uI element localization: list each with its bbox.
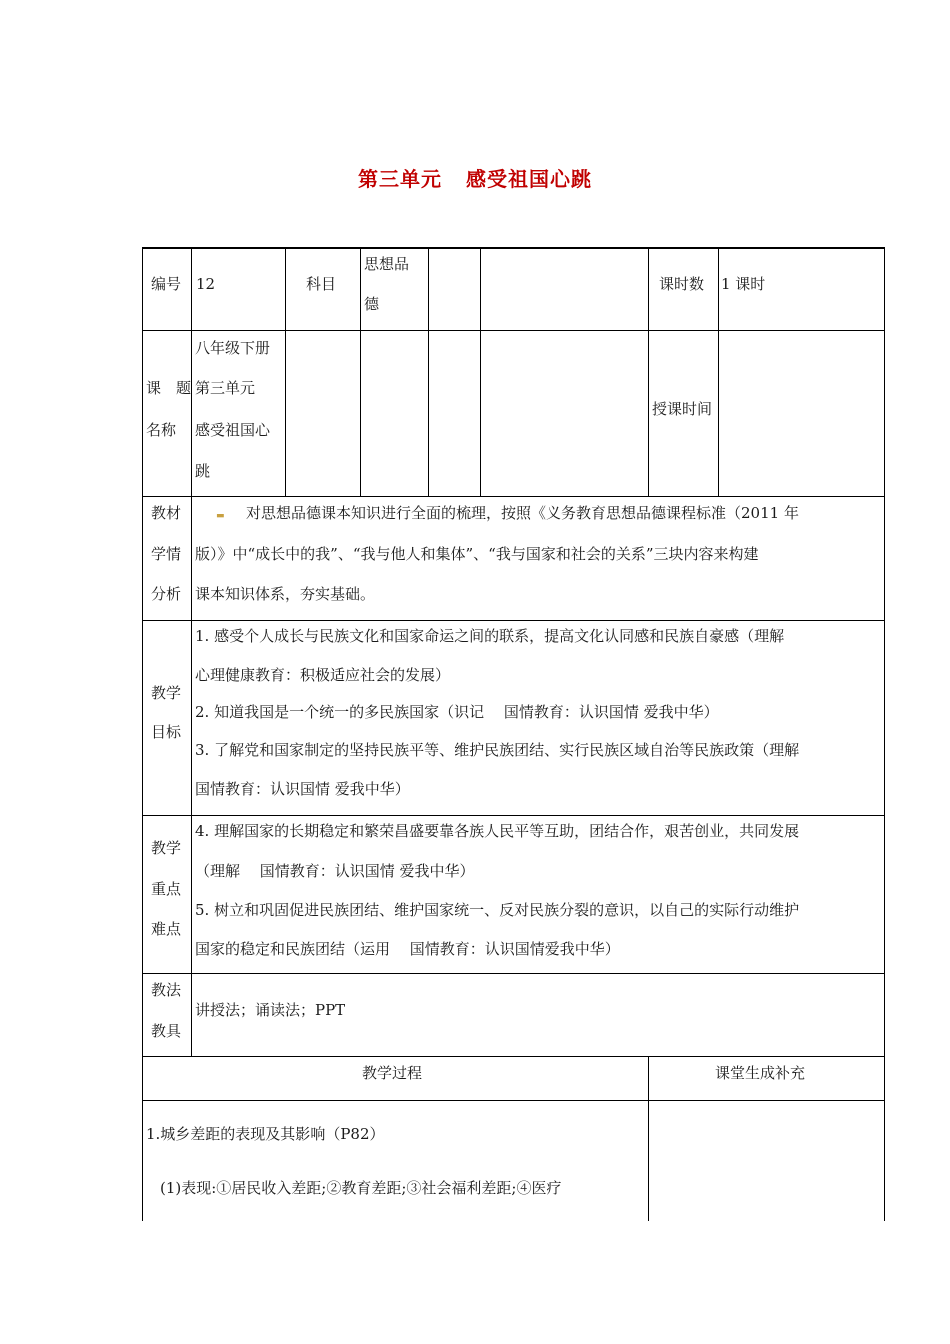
col-divider [360,247,361,497]
key-points-label: 难点 [151,920,182,938]
topic-line: 八年级下册 [195,339,271,357]
col-divider [191,620,192,974]
key-points-label: 教学 [151,839,182,857]
row-divider [142,496,885,497]
row-divider [142,330,885,331]
bullet-marker: ▬ [216,511,225,521]
hours-label: 课时数 [659,275,705,293]
methods-label: 教法 [151,981,182,999]
col-divider [718,247,719,497]
col-divider [191,973,192,1057]
hours-value: 1 课时 [721,275,766,293]
row-divider [142,1056,885,1057]
col-divider [285,247,286,497]
row-divider [142,815,885,816]
analysis-label: 教材 [151,504,182,522]
goals-line: 1. 感受个人成长与民族文化和国家命运之间的联系，提高文化认同感和民族自豪感（理解 [195,627,785,645]
id-value: 12 [196,275,216,293]
goals-line: 2. 知道我国是一个统一的多民族国家（识记 国情教育：认识国情 爱我中华） [195,703,719,721]
col-divider [648,1056,649,1221]
key-points-line: （理解 国情教育：认识国情 爱我中华） [195,862,475,880]
key-points-line: 4. 理解国家的长期稳定和繁荣昌盛要靠各族人民平等互助，团结合作，艰苦创业，共同发展 [195,822,800,840]
topic-label-line1: 课 题 [146,379,192,397]
col-divider [480,247,481,497]
goals-line: 3. 了解党和国家制定的坚持民族平等、维护民族团结、实行民族区域自治等民族政策（理解 [195,741,800,759]
analysis-line: 对思想品德课本知识进行全面的梳理，按照《义务教育思想品德课程标准（2011 年 [246,504,799,522]
goals-label: 目标 [151,723,182,741]
analysis-label: 分析 [151,585,182,603]
process-header: 教学过程 [362,1064,423,1082]
analysis-line: 课本知识体系，夯实基础。 [195,585,376,603]
subject-value-line1: 思想品 [364,255,410,273]
analysis-line: 版）》中“成长中的我”、“我与他人和集体”、“我与国家和社会的关系”三块内容来构建 [195,545,759,563]
methods-label: 教具 [151,1022,182,1040]
key-points-line: 5. 树立和巩固促进民族团结、维护国家统一、反对民族分裂的意识，以自己的实际行动维护 [195,901,800,919]
goals-line: 国情教育：认识国情 爱我中华） [195,780,410,798]
row-divider [142,1100,885,1101]
goals-label: 教学 [151,684,182,702]
teach-time-label: 授课时间 [652,400,713,418]
table-border-top [142,247,885,249]
subject-label: 科目 [306,275,337,293]
topic-label-line2: 名称 [146,421,177,439]
page-title: 第三单元 感受祖国心跳 [358,167,592,191]
topic-line: 第三单元 [195,379,256,397]
process-line: (1)表现:①居民收入差距;②教育差距;③社会福利差距;④医疗 [160,1179,562,1197]
col-divider [648,247,649,497]
analysis-label: 学情 [151,545,182,563]
subject-value-line2: 德 [364,295,380,313]
topic-line: 跳 [195,462,211,480]
table-border-left [142,247,143,1221]
process-line: 1.城乡差距的表现及其影响（P82） [146,1125,385,1143]
row-divider [142,620,885,621]
row-divider [142,973,885,974]
key-points-label: 重点 [151,880,182,898]
col-divider [191,247,192,621]
col-divider [428,247,429,497]
key-points-line: 国家的稳定和民族团结（运用 国情教育：认识国情爱我中华） [195,940,620,958]
goals-line: 心理健康教育：积极适应社会的发展） [195,666,451,684]
supplement-header: 课堂生成补充 [715,1064,806,1082]
table-border-right [884,247,885,1221]
id-label: 编号 [151,275,182,293]
topic-line: 感受祖国心 [195,421,271,439]
methods-value: 讲授法；诵读法；PPT [195,1001,346,1019]
